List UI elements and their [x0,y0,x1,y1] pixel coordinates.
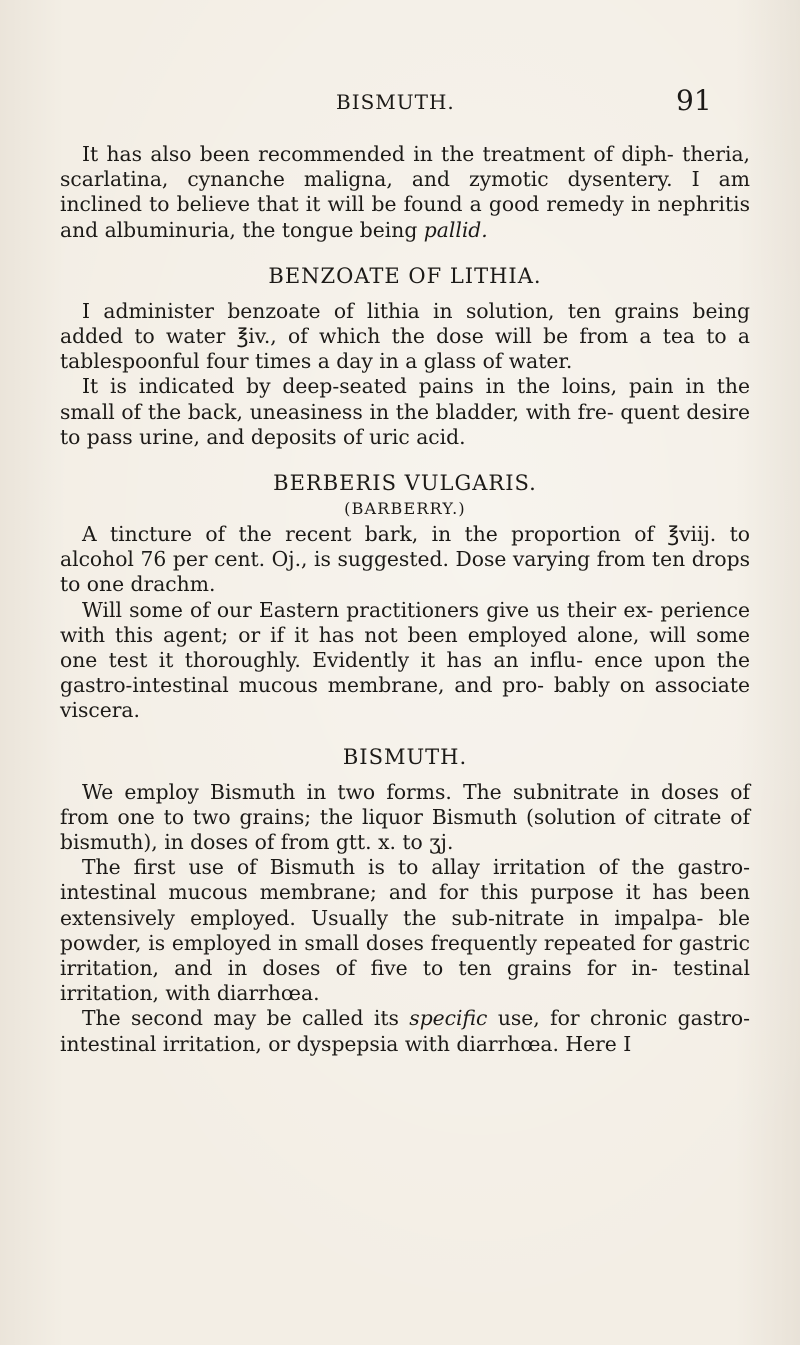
heading-benzoate-of-lithia: BENZOATE OF LITHIA. [268,263,542,288]
subheading-barberry: (BARBERRY.) [344,499,466,519]
page-number: 91 [676,84,712,117]
paragraph-benzoate-dose: I administer benzoate of lithia in solution, ten grains being added to water ℥iv., of which the dose will be from a tea to a tablespoonful four times a day in a glass of water. [60,298,750,374]
page-body [60,142,750,1057]
running-header [0,84,800,117]
paragraph-bismuth-forms: We employ Bismuth in two forms. The subnitrate in doses of from one to two grains; the liquor Bismuth (solution of citrate of bismuth), in doses of from gtt. x. to ʒj. [60,779,750,855]
paragraph-diphtheria [60,142,750,243]
paragraph-bismuth-second-use [60,1006,750,1056]
paragraph-text: use, for chronic gastro- intestinal irritation, or dyspepsia with diarrhœa. Here I [60,1006,750,1056]
paragraph-text: The second may be called its [82,1006,410,1031]
heading-berberis-vulgaris: BERBERIS VULGARIS. [273,471,537,496]
paragraph-bismuth-first-use: The first use of Bismuth is to allay irritation of the gastro- intestinal mucous membrane; and for this purpose it has been extensively employed. Usually the sub-nitrate in impalpa- ble powder, is employed in small doses frequently repeated for gastric irritation, and in doses of five to ten grains for in- testinal irritation, with diarrhœa. [60,855,750,1006]
italic-word-pallid: pallid. [423,217,488,242]
paragraph-berberis-tincture: A tincture of the recent bark, in the proportion of ℥viij. to alcohol 76 per cent. Oj., is suggested. Dose varying from ten drops to one drachm. [60,522,750,597]
italic-word-specific: specific [409,1006,488,1031]
paragraph-berberis-experience: Will some of our Eastern practitioners give us their ex- perience with this agent; or if it has not been employed alone, will some one test it thoroughly. Evidently it has an influ- ence upon the gastro-intestinal mucous membrane, and pro- bably on associate viscera. [60,597,750,723]
paragraph-benzoate-indications: It is indicated by deep-seated pains in the loins, pain in the small of the back, uneasiness in the bladder, with fre- quent desire to pass urine, and deposits of uric acid. [60,374,750,449]
heading-bismuth: BISMUTH. [342,744,468,769]
running-title: BISMUTH. [336,90,455,114]
paragraph-text: It has also been recommended in the treatment of diph- theria, scarlatina, cynanche maligna, and zymotic dysentery. I am inclined to believe that it will be found a good remedy in nephritis and albuminuria, the tongue being [60,142,750,242]
